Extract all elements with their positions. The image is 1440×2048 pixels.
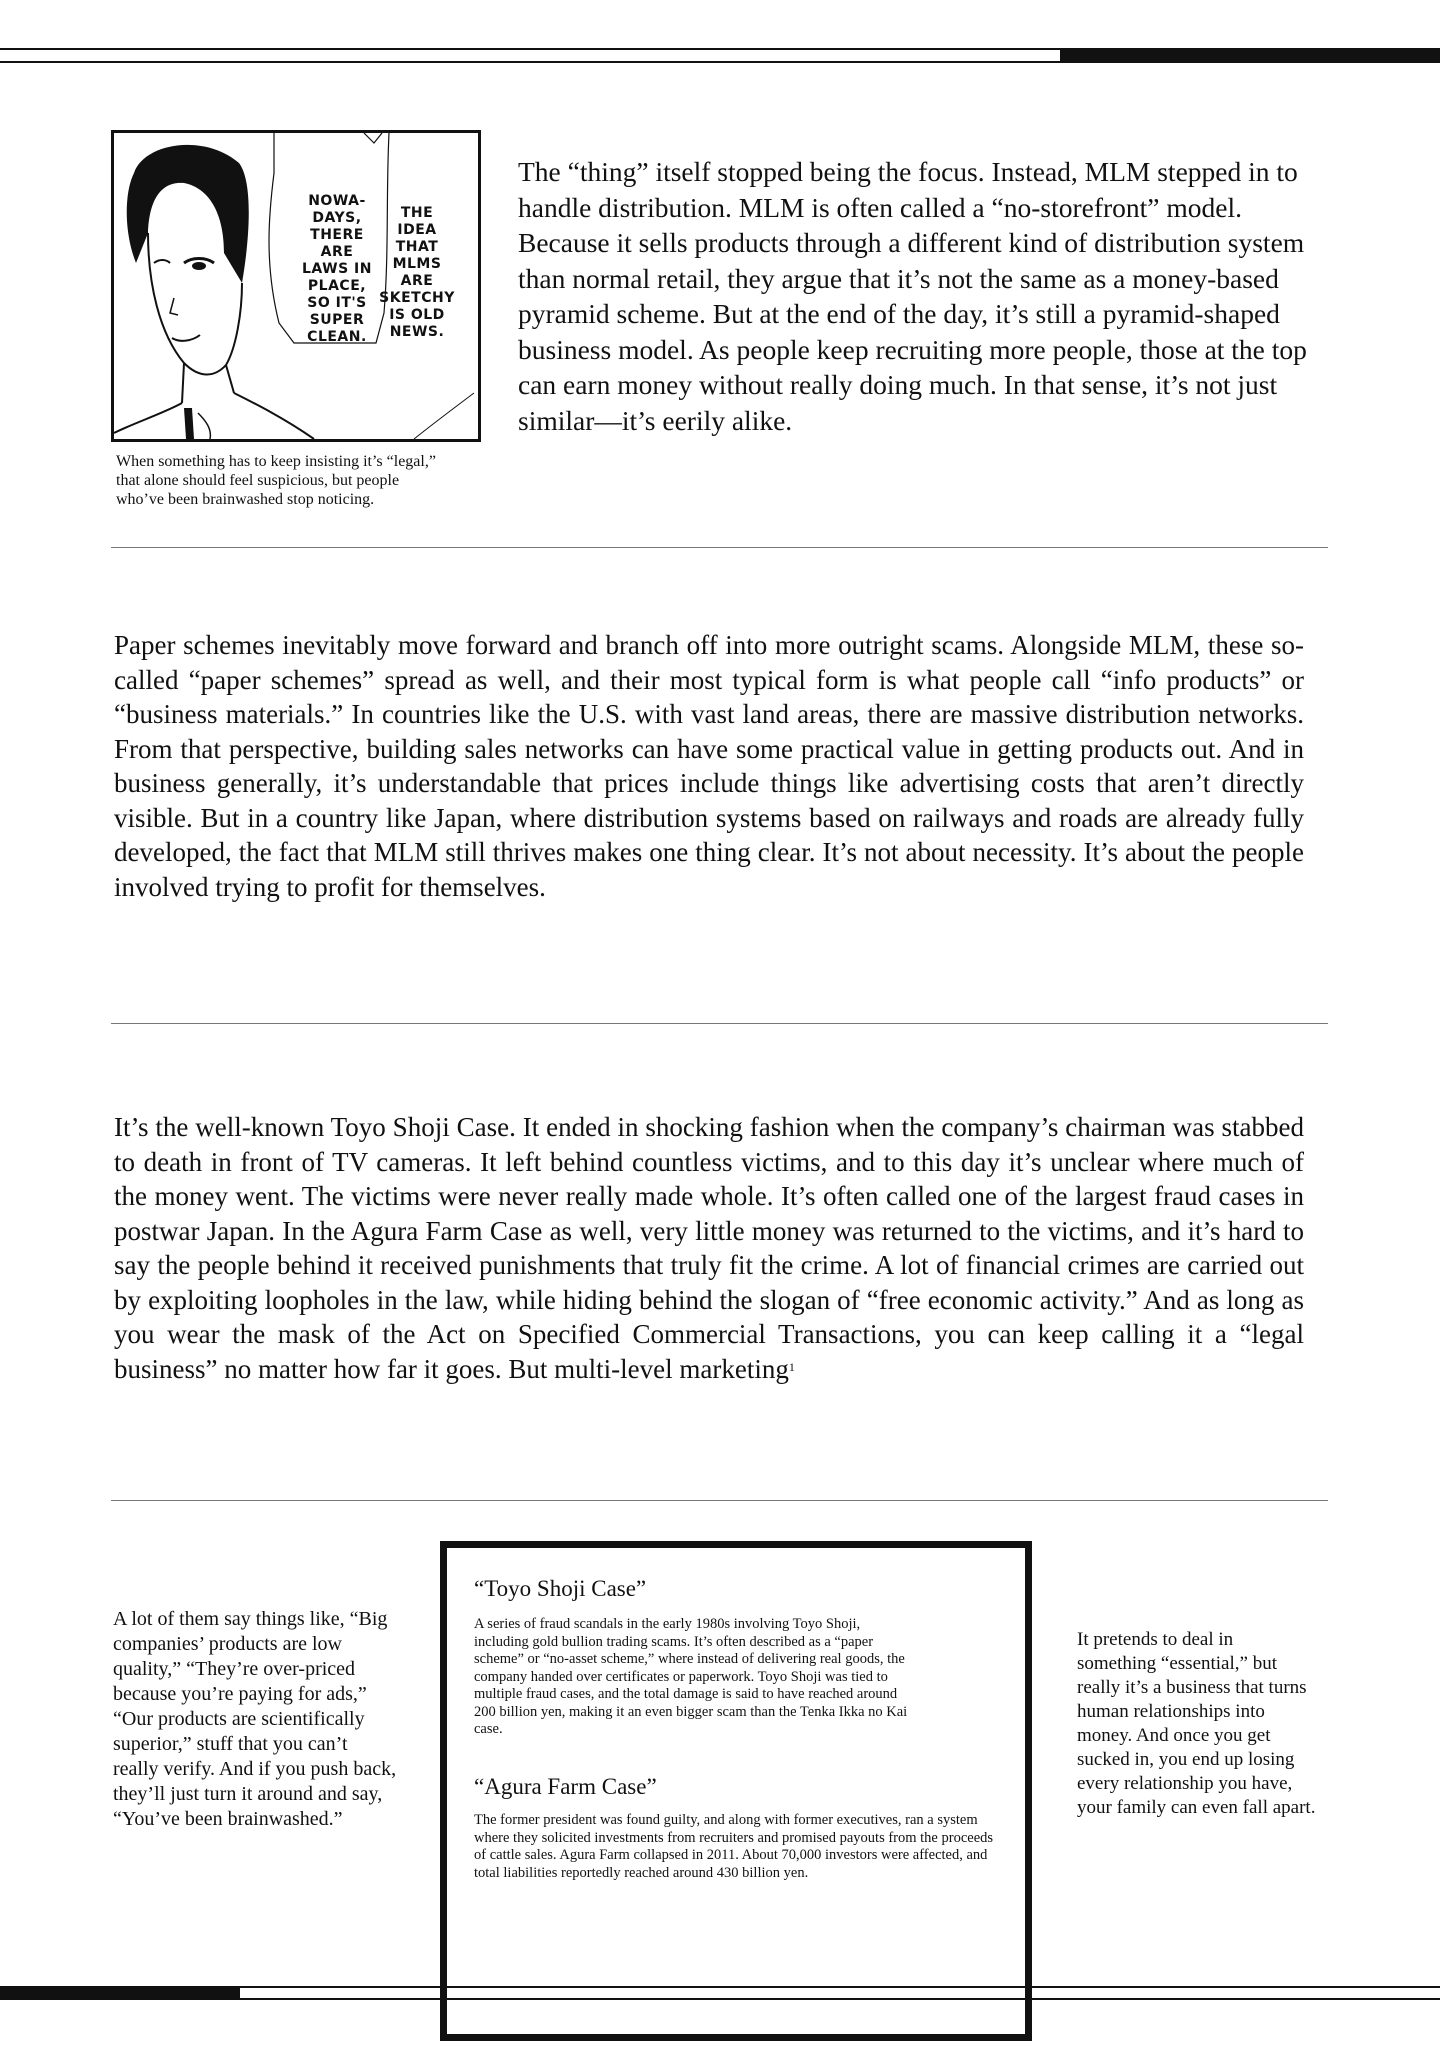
panel-caption: When something has to keep insisting it’s “legal,” that alone should feel suspicious, but people who’ve been brainwashed stop noticing.	[116, 453, 436, 508]
glossary-box	[440, 1541, 1032, 2041]
divider-1	[111, 547, 1328, 548]
top-rule-lower	[0, 61, 1060, 63]
section3-body: It’s the well-known Toyo Shoji Case. It ended in shocking fashion when the company’s chairman was stabbed to death in front of TV cameras. It left behind countless victims, and to this day it’s unclear where much of the money went. The victims were never really made whole. It’s often called one of the largest fraud cases in postwar Japan. In the Agura Farm Case as well, very little money was returned to the victims, and it’s hard to say the people behind it received punishments that truly fit the crime. A lot of financial crimes are carried out by exploiting loopholes in the law, while hiding behind the slogan of “free economic activity.” And as long as you wear the mask of the Act on Specified Commercial Transactions, you can keep calling it a “legal business” no matter how far it goes. But multi-level marketing	[114, 1112, 1304, 1384]
manga-panel	[111, 130, 481, 442]
top-rule	[0, 48, 1060, 50]
divider-2	[111, 1023, 1328, 1024]
section3-text	[114, 1110, 1304, 1386]
left-note: A lot of them say things like, “Big companies’ products are low quality,” “They’re over-priced because you’re paying for ads,” “Our products are scientifically superior,” stuff that you can’t really verify. And if you push back, they’ll just turn it around and say, “You’ve been brainwashed.”	[113, 1608, 397, 1830]
glossary-entry1-body: A series of fraud scandals in the early 1980s involving Toyo Shoji, including gold bullion trading scams. It’s often described as a “paper scheme” or “no-asset scheme,” where instead of delivering real goods, the company handed over certificates or paperwork. Toyo Shoji was tied to multiple fraud cases, and the total damage is said to have reached around 200 billion yen, making it an even bigger scam than the Tenka Ikka no Kai case.	[474, 1616, 908, 1737]
bottom-rule-lower	[240, 1998, 1440, 2000]
section1-text: The “thing” itself stopped being the focus. Instead, MLM stepped in to handle distribution. MLM is often called a “no-storefront” model. Because it sells products through a different kind of distribution system than normal retail, they argue that it’s not the same as a money-based pyramid scheme. But at the end of the day, it’s still a pyramid-shaped business model. As people keep recruiting more people, those at the top can earn money without really doing much. In that sense, it’s not just similar—it’s eerily alike.	[518, 156, 1307, 436]
divider-3	[111, 1500, 1328, 1501]
right-note: It pretends to deal in something “essential,” but really it’s a business that turns human relationships into money. And once you get sucked in, you end up losing every relationship you have, your family can even fall apart.	[1077, 1629, 1316, 1818]
bottom-bar-block	[0, 1986, 240, 2000]
footnote-marker: 1	[788, 1359, 795, 1374]
glossary-entry2-title: “Agura Farm Case”	[474, 1774, 657, 1799]
section2-text: Paper schemes inevitably move forward and branch off into more outright scams. Alongside MLM, these so-called “paper schemes” spread as well, and their most typical form is what people call “info products” or “business materials.” In countries like the U.S. with vast land areas, there are massive distribution networks. From that perspective, building sales networks can have some practical value in getting products out. And in business generally, it’s understandable that prices include things like advertising costs that aren’t directly visible. But in a country like Japan, where distribution systems based on railways and roads are already fully developed, the fact that MLM still thrives makes one thing clear. It’s not about necessity. It’s about the people involved trying to profit for themselves.	[114, 630, 1304, 902]
top-bar-block	[1060, 48, 1440, 63]
bottom-rule	[240, 1986, 1440, 1988]
speech-bubble-right: THE IDEA THAT MLMS ARE SKETCHY IS OLD NEWS.	[379, 205, 455, 340]
glossary-entry1-title: “Toyo Shoji Case”	[474, 1576, 647, 1601]
glossary-entry2-body: The former president was found guilty, and along with former executives, ran a system where they solicited investments from recruiters and promised payouts from the proceeds of cattle sales. Agura Farm collapsed in 2011. About 70,000 investors were affected, and total liabilities reportedly reached around 430 billion yen.	[474, 1812, 994, 1881]
speech-bubble-left: NOWA- DAYS, THERE ARE LAWS IN PLACE, SO IT'S SUPER CLEAN.	[302, 193, 372, 345]
